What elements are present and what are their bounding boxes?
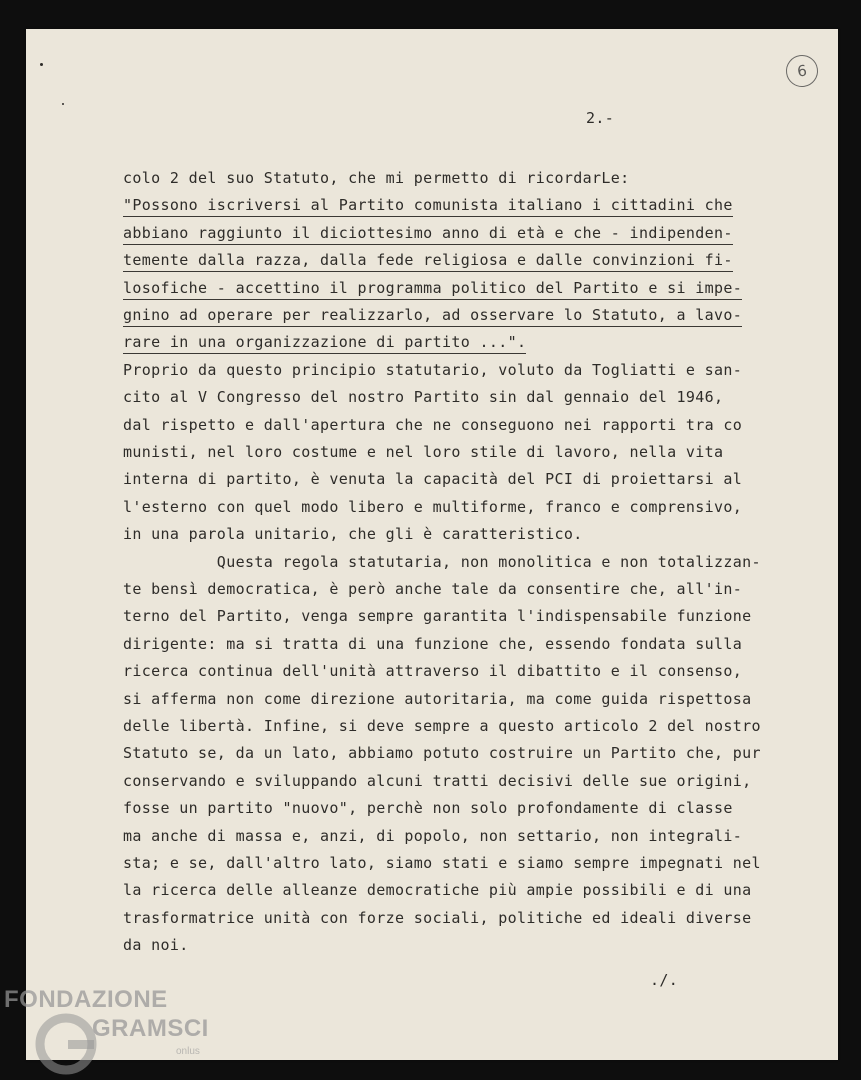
continuation-mark: ./. (650, 971, 679, 989)
text-line: colo 2 del suo Statuto, che mi permetto di ricordarLe: (123, 169, 630, 187)
archive-page-number: 6 (784, 53, 820, 89)
text-line: te bensì democratica, è però anche tale da consentire che, all'in- (123, 580, 743, 598)
watermark-caption: onlus (176, 1046, 200, 1057)
ink-speck (62, 103, 64, 105)
text-line: delle libertà. Infine, si deve sempre a questo articolo 2 del nostro (123, 717, 761, 735)
watermark-title: FONDAZIONE (4, 986, 168, 1013)
text-line: in una parola unitario, che gli è caratteristico. (123, 525, 583, 544)
text-line: sta; e se, dall'altro lato, siamo stati e siamo sempre impegnati nel (123, 854, 761, 872)
text-line: la ricerca delle alleanze democratiche più ampie possibili e di una (123, 881, 752, 900)
text-line: Statuto se, da un lato, abbiamo potuto costruire un Partito che, pur (123, 744, 761, 763)
text-line: da noi. (123, 936, 189, 955)
text-line: si afferma non come direzione autoritaria, ma come guida rispettosa (123, 689, 752, 708)
text-line: dal rispetto e dall'apertura che ne conseguono nei rapporti tra co (123, 415, 743, 434)
watermark (4, 986, 219, 1076)
text-line: dirigente: ma si tratta di una funzione che, essendo fondata sulla (123, 634, 743, 653)
text-line: losofiche - accettino il programma politico del Partito e si impe- (123, 279, 742, 300)
text-line: terno del Partito, venga sempre garantita l'indispensabile funzione (123, 607, 752, 626)
text-line: temente dalla razza, dalla fede religiosa e dalle convinzioni fi- (123, 251, 733, 272)
text-line: ricerca continua dell'unità attraverso il dibattito e il consenso, (123, 662, 743, 681)
text-line: munisti, nel loro costume e nel loro stile di lavoro, nella vita (123, 443, 724, 461)
text-line: gnino ad operare per realizzarlo, ad osservare lo Statuto, a lavo- (123, 306, 742, 327)
text-line: conservando e sviluppando alcuni tratti decisivi delle sue origini, (123, 771, 752, 790)
text-line: Proprio da questo principio statutario, voluto da Togliatti e san- (123, 360, 743, 379)
text-line: interna di partito, è venuta la capacità del PCI di proiettarsi al (123, 470, 743, 489)
ink-speck (40, 63, 43, 66)
gramsci-logo-icon (34, 1012, 98, 1076)
text-line: l'esterno con quel modo libero e multiforme, franco e comprensivo, (123, 497, 743, 516)
text-line: abbiano raggiunto il diciottesimo anno di età e che - indipenden- (123, 224, 733, 245)
document-page (26, 29, 838, 1060)
text-line: "Possono iscriversi al Partito comunista italiano i cittadini che (123, 196, 733, 217)
text-line: trasformatrice unità con forze sociali, politiche ed ideali diverse (123, 908, 752, 927)
page-number: 2.- (586, 109, 615, 127)
watermark-subtitle: GRAMSCI (92, 1015, 209, 1042)
text-line: Questa regola statutaria, non monolitica e non totalizzan- (123, 552, 761, 571)
text-line: fosse un partito "nuovo", perchè non solo profondamente di classe (123, 799, 733, 818)
text-line: rare in una organizzazione di partito ...". (123, 333, 526, 354)
text-line: cito al V Congresso del nostro Partito sin dal gennaio del 1946, (123, 388, 724, 407)
text-line: ma anche di massa e, anzi, di popolo, non settario, non integrali- (123, 826, 743, 845)
